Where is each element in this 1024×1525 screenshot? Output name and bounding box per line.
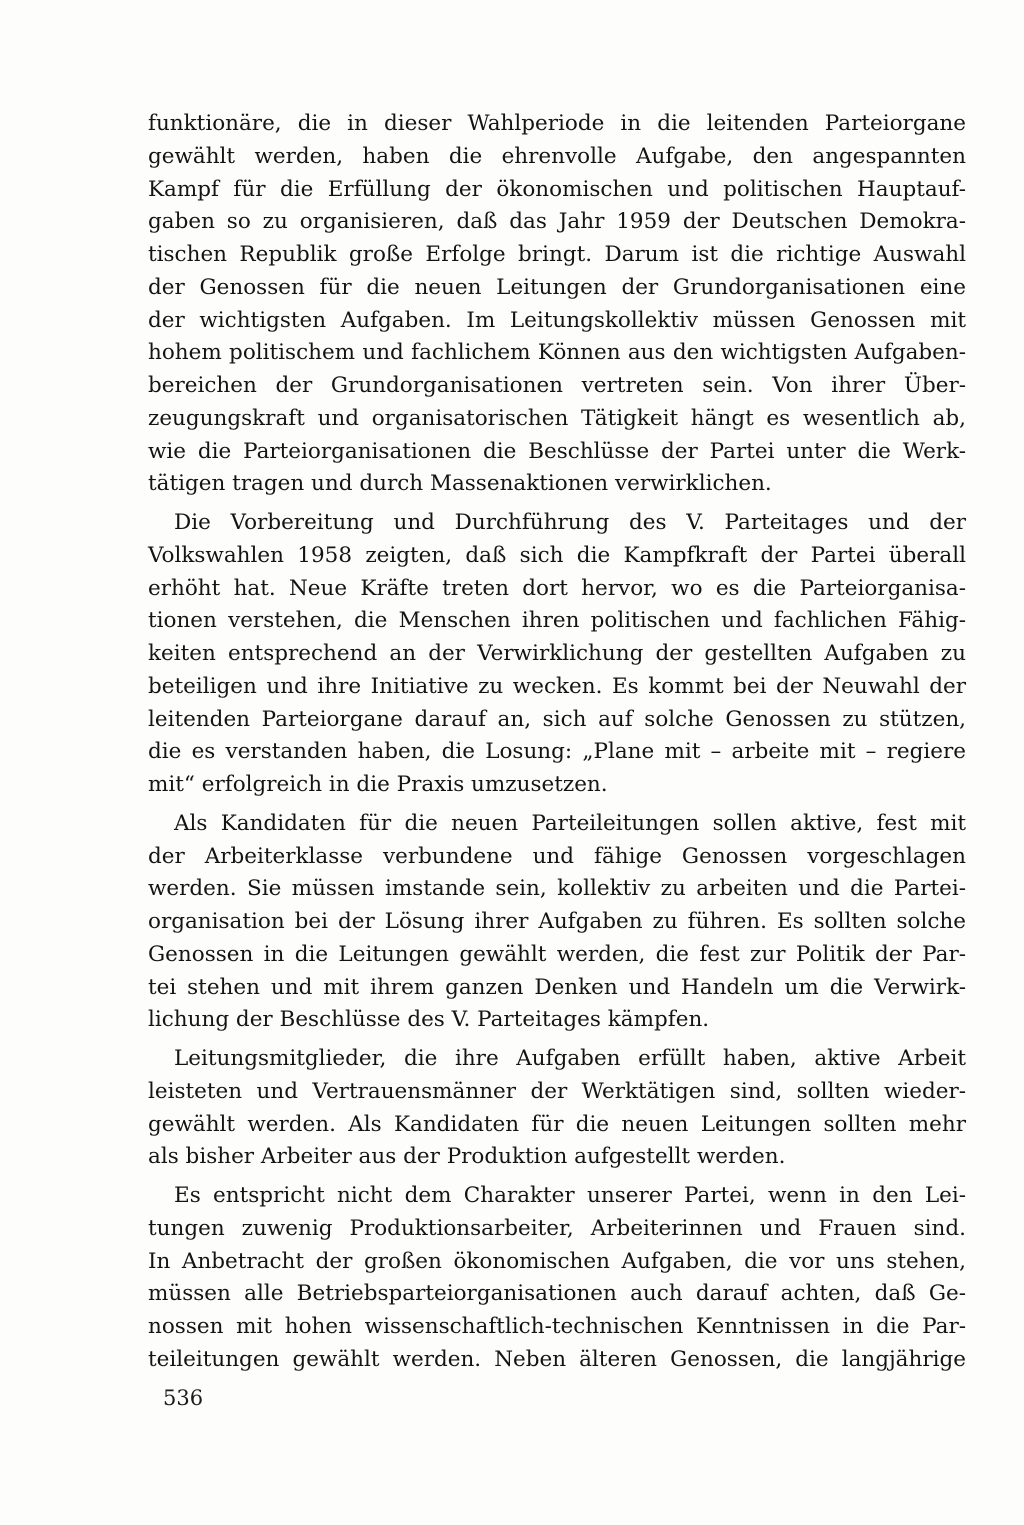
text-line: tei stehen und mit ihrem ganzen Denken und Handeln um die Verwirk-: [148, 974, 966, 1000]
text-line: Als Kandidaten für die neuen Parteileitungen sollen aktive, fest mit: [174, 810, 966, 836]
text-line: lichung der Beschlüsse des V. Parteitages kämpfen.: [148, 1007, 710, 1033]
text-line: die es verstanden haben, die Losung: „Plane mit – arbeite mit – regiere: [148, 739, 966, 765]
text-line: als bisher Arbeiter aus der Produktion aufgestellt werden.: [148, 1144, 786, 1170]
text-line: Kampf für die Erfüllung der ökonomischen und politischen Hauptauf-: [148, 176, 966, 202]
page-number: 536: [163, 1386, 204, 1410]
text-line: teileitungen gewählt werden. Neben älteren Genossen, die langjährige: [148, 1346, 966, 1372]
paragraph: [148, 108, 966, 501]
text-line: organisation bei der Lösung ihrer Aufgaben zu führen. Es sollten solche: [148, 909, 966, 934]
text-line: tungen zuwenig Produktionsarbeiter, Arbeiterinnen und Frauen sind.: [148, 1215, 966, 1241]
text-line: gewählt werden. Als Kandidaten für die neuen Leitungen sollten mehr: [148, 1111, 966, 1137]
text-line: zeugungskraft und organisatorischen Tätigkeit hängt es wesentlich ab,: [148, 405, 966, 431]
text-line: nossen mit hohen wissenschaftlich-technischen Kenntnissen in die Par-: [148, 1314, 966, 1339]
text-line: leitenden Parteiorgane darauf an, sich auf solche Genossen zu stützen,: [148, 706, 966, 732]
text-line: Volkswahlen 1958 zeigten, daß sich die Kampfkraft der Partei überall: [148, 542, 966, 568]
text-line: tischen Republik große Erfolge bringt. Darum ist die richtige Auswahl: [148, 242, 966, 267]
text-line: der Arbeiterklasse verbundene und fähige Genossen vorgeschlagen: [148, 843, 966, 869]
text-line: beteiligen und ihre Initiative zu wecken. Es kommt bei der Neuwahl der: [148, 673, 966, 699]
text-line: tätigen tragen und durch Massenaktionen verwirklichen.: [148, 471, 772, 497]
text-line: gaben so zu organisieren, daß das Jahr 1959 der Deutschen Demokra-: [148, 209, 966, 235]
text-line: gewählt werden, haben die ehrenvolle Aufgabe, den angespannten: [148, 143, 966, 169]
paragraph: [148, 507, 966, 802]
text-line: Die Vorbereitung und Durchführung des V. Parteitages und der: [174, 510, 966, 535]
text-line: bereichen der Grundorganisationen vertreten sein. Von ihrer Über-: [148, 373, 966, 398]
text-line: keiten entsprechend an der Verwirklichung der gestellten Aufgaben zu: [148, 641, 966, 666]
text-line: leisteten und Vertrauensmänner der Werktätigen sind, sollten wieder-: [148, 1078, 966, 1104]
text-line: Leitungsmitglieder, die ihre Aufgaben erfüllt haben, aktive Arbeit: [174, 1046, 966, 1071]
paragraph: [148, 1043, 966, 1174]
paragraph: [148, 1180, 966, 1377]
text-line: mit“ erfolgreich in die Praxis umzusetzen.: [148, 772, 608, 797]
text-line: In Anbetracht der großen ökonomischen Aufgaben, die vor uns stehen,: [148, 1248, 966, 1274]
text-line: werden. Sie müssen imstande sein, kollektiv zu arbeiten und die Partei-: [148, 876, 966, 902]
text-line: der Genossen für die neuen Leitungen der Grundorganisationen eine: [148, 274, 966, 300]
paragraph: [148, 808, 966, 1037]
text-line: Genossen in die Leitungen gewählt werden, die fest zur Politik der Par-: [148, 941, 966, 967]
text-line: müssen alle Betriebsparteiorganisationen auch darauf achten, daß Ge-: [148, 1281, 966, 1307]
text-line: funktionäre, die in dieser Wahlperiode in die leitenden Parteiorgane: [148, 111, 966, 136]
text-line: tionen verstehen, die Menschen ihren politischen und fachlichen Fähig-: [148, 608, 966, 634]
text-line: wie die Parteiorganisationen die Beschlüsse der Partei unter die Werk-: [148, 438, 966, 464]
text-line: erhöht hat. Neue Kräfte treten dort hervor, wo es die Parteiorganisa-: [148, 575, 966, 601]
body-text: [148, 108, 966, 1377]
text-line: Es entspricht nicht dem Charakter unserer Partei, wenn in den Lei-: [174, 1183, 966, 1208]
text-line: hohem politischem und fachlichem Können aus den wichtigsten Aufgaben-: [148, 340, 966, 366]
text-line: der wichtigsten Aufgaben. Im Leitungskollektiv müssen Genossen mit: [148, 307, 966, 333]
